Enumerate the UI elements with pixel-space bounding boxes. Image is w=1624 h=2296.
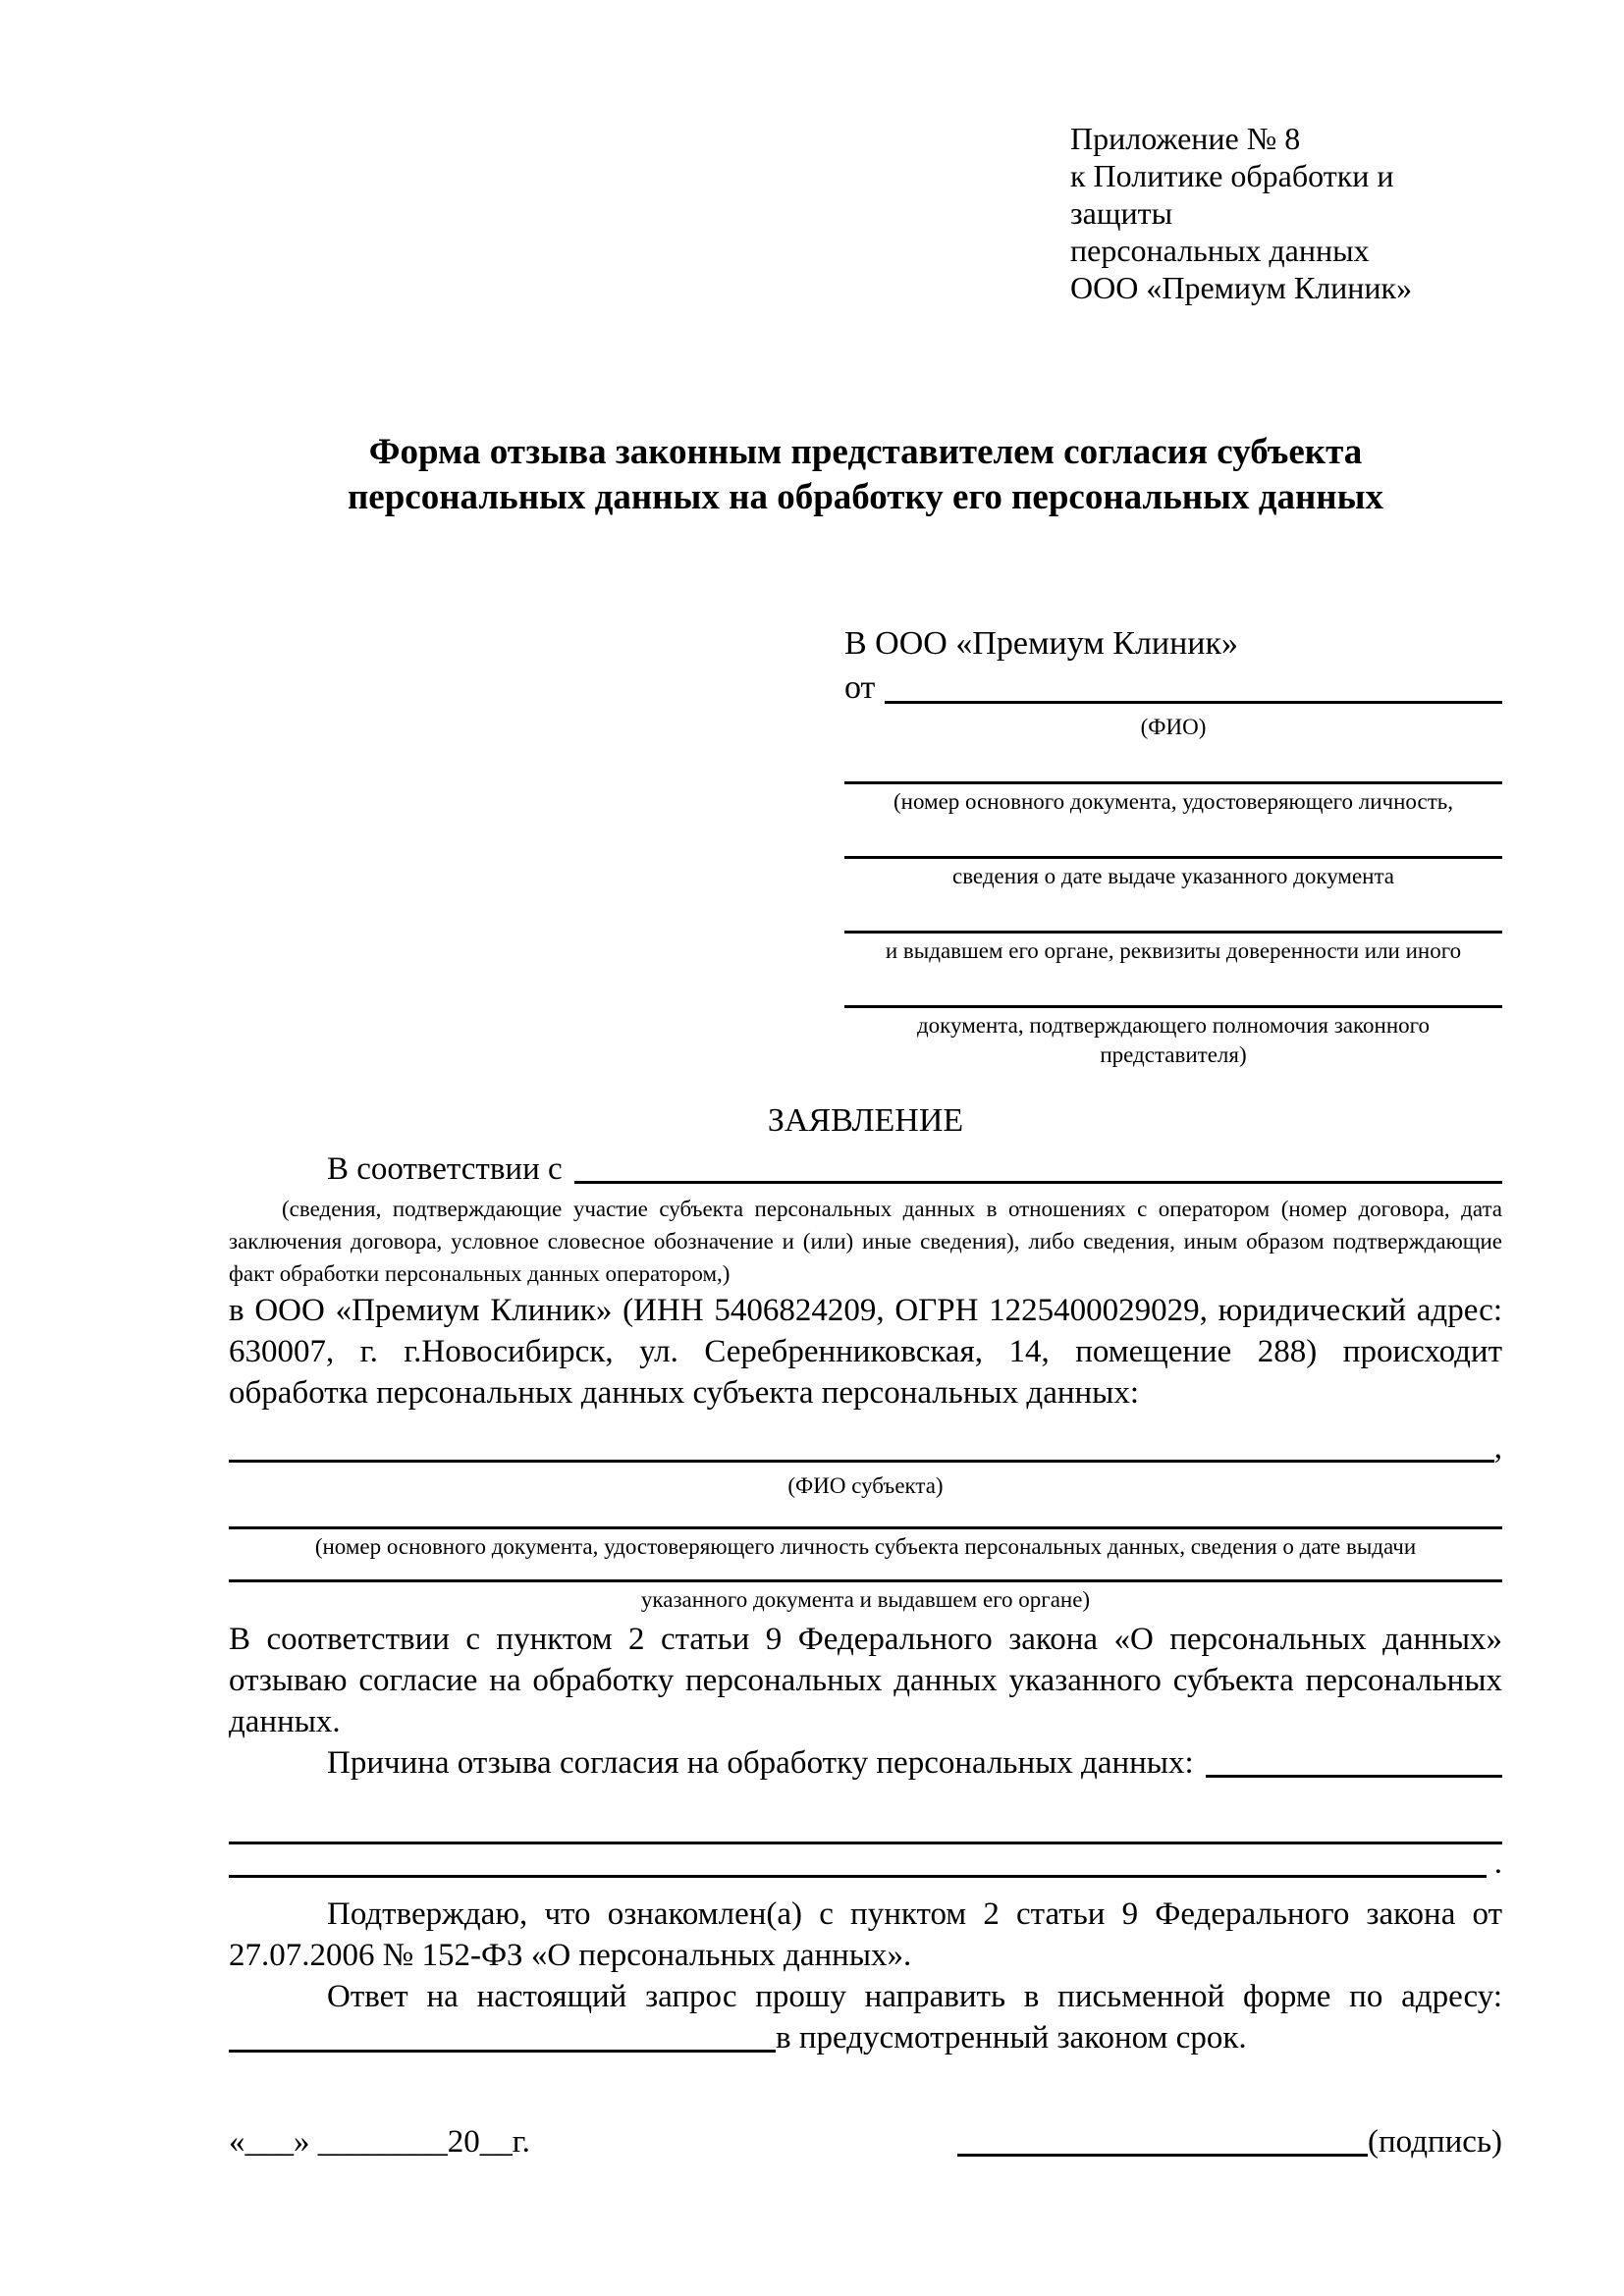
reply-tail-text: в предусмотренный законом срок. <box>776 2020 1247 2056</box>
subject-doc-blank <box>229 1524 1502 1529</box>
subject-doc-blank-2 <box>229 1577 1502 1582</box>
from-label: от <box>844 669 876 706</box>
withdraw-paragraph: В соответствии с пунктом 2 статьи 9 Федерального закона «О персональных данных» отзываю согласие на обработку персональных данных указанного субъекта персональных данных. <box>229 1622 1502 1739</box>
accordance-label: В соответствии с <box>327 1151 563 1187</box>
appendix-line: Приложение № 8 <box>1070 121 1301 156</box>
subject-doc-caption-2: указанного документа и выдавшем его органе) <box>640 1587 1091 1612</box>
doc-issue-date-caption: сведения о дате выдаче указанного документа <box>951 864 1395 888</box>
period-mark: . <box>1493 1845 1502 1881</box>
accordance-line <box>229 1148 1502 1190</box>
addressee-block <box>844 621 1502 1070</box>
addressee-organization: В ООО «Премиум Клиник» <box>844 625 1239 662</box>
doc-issue-date-blank <box>844 854 1502 859</box>
subject-doc-caption-1: (номер основного документа, удостоверяющего личность субъекта персональных данных, сведения о дате выдачи <box>314 1534 1417 1559</box>
doc-authority-group <box>844 929 1502 966</box>
date-blank-line: «___» ________20__г. <box>229 2124 530 2160</box>
reason-line <box>229 1742 1502 1784</box>
doc-powers-group <box>844 1003 1502 1070</box>
appendix-line: к Политике обработки и защиты <box>1070 158 1394 231</box>
doc-powers-caption: документа, подтверждающего полномочия законного представителя) <box>916 1013 1430 1067</box>
doc-number-blank <box>844 779 1502 784</box>
acknowledge-paragraph: Подтверждаю, что ознакомлен(а) с пунктом 2 статьи 9 Федерального закона от 27.07.2006 № 152-ФЗ «О персональных данных». <box>229 1896 1502 1973</box>
doc-number-caption: (номер основного документа, удостоверяющего личность, <box>893 789 1453 814</box>
reason-label: Причина отзыва согласия на обработку персональных данных: <box>327 1745 1194 1781</box>
doc-authority-blank <box>844 929 1502 934</box>
reason-continuation-line-2 <box>229 1844 1502 1884</box>
reason-continuation-line-1 <box>229 1805 1502 1844</box>
reason-blank-2 <box>229 1842 1502 1844</box>
subject-fio-line <box>229 1427 1502 1468</box>
doc-powers-blank <box>844 1003 1502 1008</box>
operator-paragraph: в ООО «Премиум Клиник» (ИНН 5406824209, ОГРН 1225400029029, юридический адрес: 630007, г. г.Новосибирск, ул. Серебренниковская, 14, помещение 288) происходит обработка персональных данных субъекта персональных данных: <box>229 1293 1502 1411</box>
appendix-reference <box>1070 120 1502 306</box>
signature-blank <box>957 2154 1368 2157</box>
from-fio-blank <box>885 701 1502 704</box>
subject-fio-blank <box>229 1460 1494 1463</box>
from-line <box>844 666 1502 710</box>
subject-doc-group <box>229 1524 1502 1562</box>
page-title: Форма отзыва законным представителем согласия субъекта персональных данных на обработку его персональных данных <box>347 432 1383 517</box>
comma-mark: , <box>1493 1430 1502 1466</box>
reason-blank-3 <box>229 1875 1487 1878</box>
subject-fio-caption: (ФИО субъекта) <box>787 1473 944 1498</box>
doc-authority-caption: и выдавшем его органе, реквизиты доверенности или иного <box>885 938 1462 963</box>
statement-heading: ЗАЯВЛЕНИЕ <box>767 1102 964 1139</box>
reply-address-line <box>229 2017 1502 2058</box>
appendix-line: ООО «Премиум Клиник» <box>1070 270 1413 305</box>
fio-caption: (ФИО) <box>1140 715 1207 739</box>
doc-number-group <box>844 779 1502 817</box>
subject-doc-group-2 <box>229 1577 1502 1615</box>
accordance-blank <box>574 1181 1502 1184</box>
signature-row <box>229 2121 1502 2163</box>
doc-issue-date-group <box>844 854 1502 891</box>
reply-address-blank <box>229 2050 776 2053</box>
signature-caption: (подпись) <box>1368 2124 1502 2160</box>
appendix-line: персональных данных <box>1070 233 1370 268</box>
accordance-note: (сведения, подтверждающие участие субъекта персональных данных в отношениях с оператором (номер договора, дата заключения договора, условное словесное обозначение и (или) иные сведения), либо сведения, иным образом подтверждающие факт обработки персональных данных оператором,) <box>229 1197 1502 1286</box>
reply-request-line: Ответ на настоящий запрос прошу направить в письменной форме по адресу: <box>327 1979 1502 2014</box>
reason-blank <box>1206 1775 1502 1778</box>
